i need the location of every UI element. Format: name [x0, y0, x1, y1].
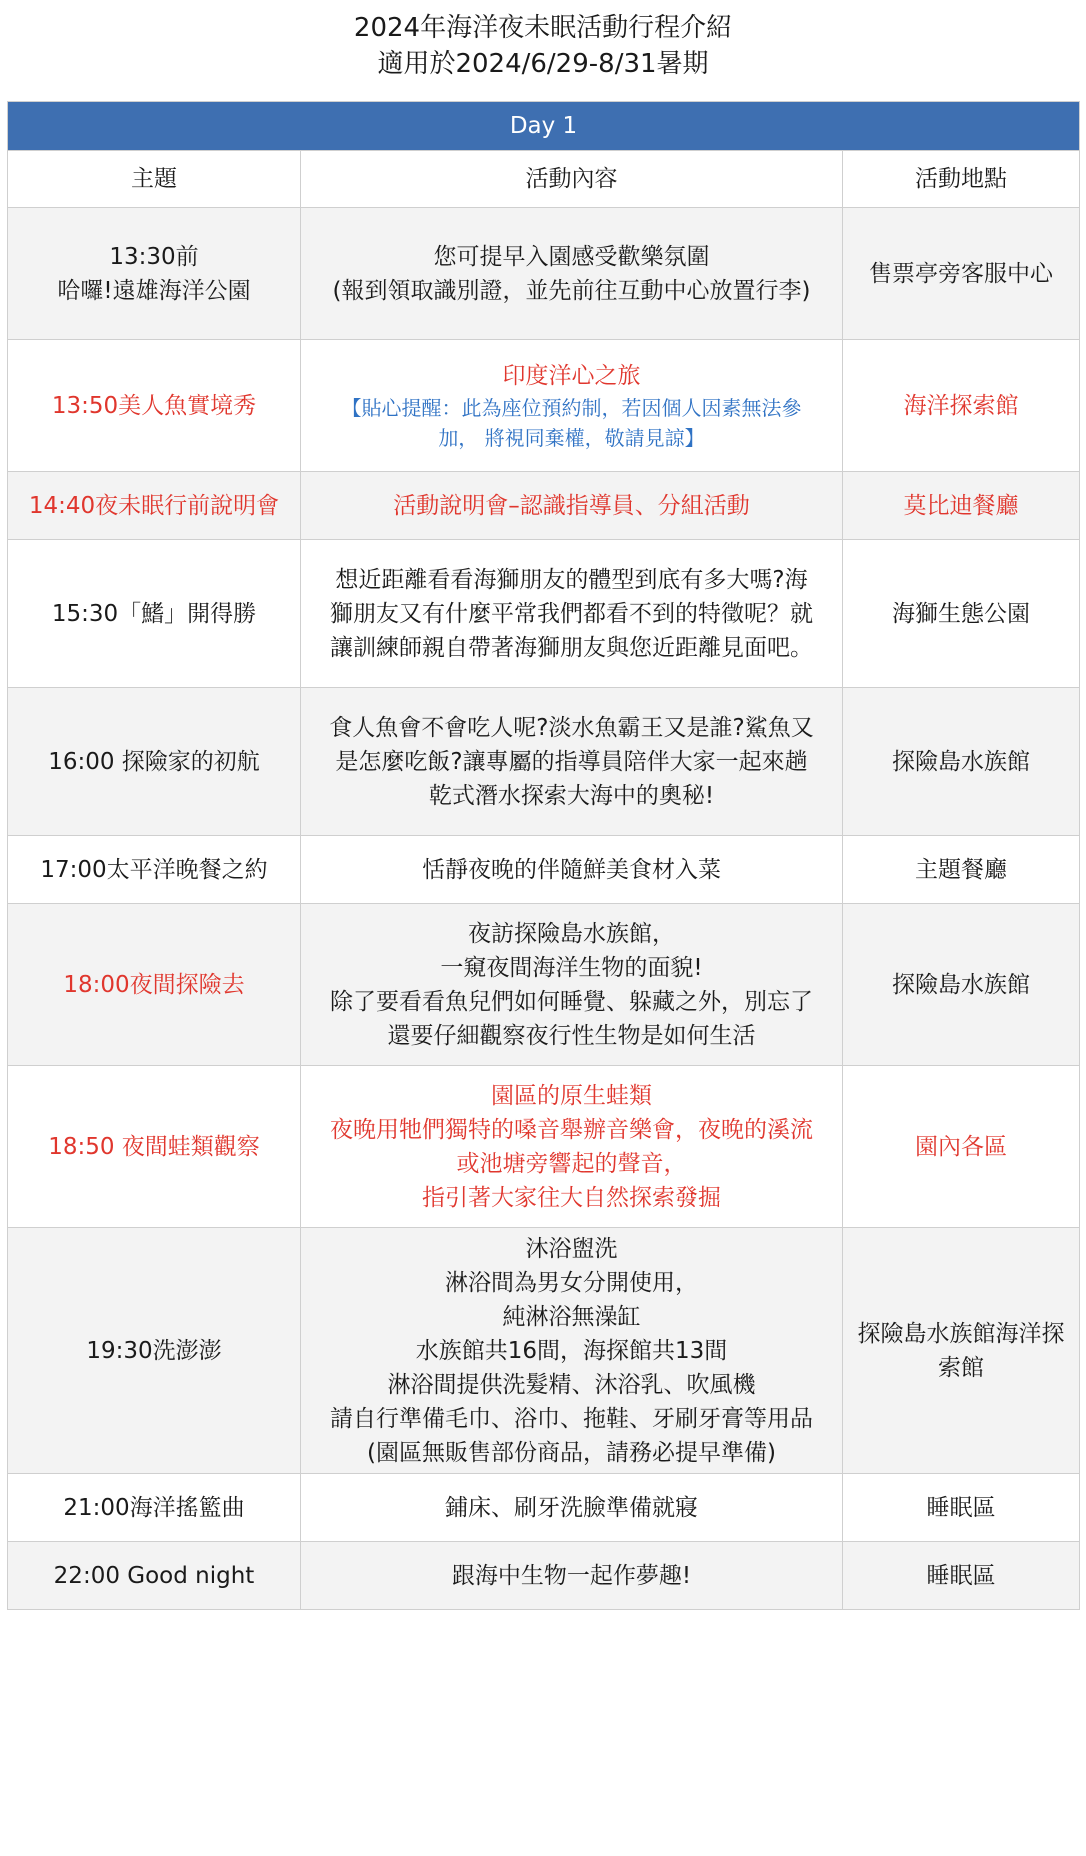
content-cell: [301, 904, 843, 1066]
table-row: [8, 472, 1080, 540]
content-line: 讓訓練師親自帶著海獅朋友與您近距離見面吧。: [330, 634, 813, 661]
content-line: 食人魚會不會吃人呢?淡水魚霸王又是誰?鯊魚又: [329, 714, 814, 741]
content-line: 是怎麼吃飯?讓專屬的指導員陪伴大家一起來趟: [335, 748, 808, 775]
content-cell: [301, 340, 843, 472]
content-line: 夜晚用牠們獨特的嗓音舉辦音樂會，夜晚的溪流: [330, 1116, 813, 1143]
theme-cell: [8, 208, 301, 340]
content-cell: [301, 472, 843, 540]
table-row: [8, 1474, 1080, 1542]
table-row: [8, 540, 1080, 688]
content-line: 夜訪探險島水族館，: [468, 920, 675, 947]
theme-line: 19:30洗澎澎: [86, 1337, 222, 1364]
theme-cell: [8, 1542, 301, 1610]
theme-line: 13:30前: [109, 243, 199, 270]
table-row: [8, 1542, 1080, 1610]
theme-line: 13:50美人魚實境秀: [51, 392, 257, 419]
note-line: 加， 將視同棄權，敬請見諒】: [438, 425, 705, 450]
location-cell: 海獅生態公園: [843, 540, 1080, 688]
location-cell: 售票亭旁客服中心: [843, 208, 1080, 340]
location-cell: 探險島水族館海洋探索館: [843, 1228, 1080, 1474]
theme-line: 21:00海洋搖籃曲: [63, 1494, 245, 1521]
content-line: 獅朋友又有什麼平常我們都看不到的特徵呢？就: [330, 600, 813, 627]
day-label: Day 1: [8, 102, 1080, 151]
content-cell: [301, 836, 843, 904]
content-line: 您可提早入園感受歡樂氛圍: [433, 243, 710, 270]
header-content: 活動內容: [301, 151, 843, 208]
table-row: [8, 688, 1080, 836]
header-theme: 主題: [8, 151, 301, 208]
content-line: 除了要看看魚兒們如何睡覺、躲藏之外，別忘了: [330, 988, 813, 1015]
content-line: (報到領取識別證，並先前往互動中心放置行李): [332, 277, 811, 304]
content-line: 指引著大家往大自然探索發掘: [422, 1184, 721, 1211]
content-line: 園區的原生蛙類: [491, 1082, 652, 1109]
content-line: (園區無販售部份商品，請務必提早準備): [367, 1439, 776, 1466]
content-cell: [301, 1228, 843, 1474]
content-line: 或池塘旁響起的聲音，: [456, 1150, 687, 1177]
day-header-row: [8, 102, 1080, 151]
column-header-row: [8, 151, 1080, 208]
content-cell: [301, 208, 843, 340]
content-cell: [301, 1474, 843, 1542]
theme-cell: [8, 904, 301, 1066]
theme-cell: [8, 540, 301, 688]
table-row: [8, 904, 1080, 1066]
theme-cell: [8, 472, 301, 540]
content-line: 沐浴盥洗: [525, 1235, 618, 1262]
content-line: 恬靜夜晚的伴隨鮮美食材入菜: [422, 856, 721, 883]
content-line: 淋浴間為男女分開使用，: [445, 1269, 698, 1296]
content-line: 活動說明會–認識指導員、分組活動: [393, 492, 750, 519]
location-cell: 睡眠區: [843, 1542, 1080, 1610]
page-subtitle: 適用於2024/6/29-8/31暑期: [377, 49, 709, 79]
location-cell: 探險島水族館: [843, 688, 1080, 836]
header-location: 活動地點: [843, 151, 1080, 208]
theme-cell: [8, 836, 301, 904]
content-line: 鋪床、刷牙洗臉準備就寢: [445, 1494, 698, 1521]
location-cell: 睡眠區: [843, 1474, 1080, 1542]
theme-line: 15:30「鰭」開得勝: [51, 600, 257, 627]
content-line: 乾式潛水探索大海中的奧秘!: [428, 782, 715, 809]
theme-line: 14:40夜未眠行前說明會: [28, 492, 280, 519]
table-row: [8, 208, 1080, 340]
content-cell: [301, 1066, 843, 1228]
location-cell: 探險島水族館: [843, 904, 1080, 1066]
content-cell: [301, 688, 843, 836]
content-cell: [301, 1542, 843, 1610]
location-cell: 主題餐廳: [843, 836, 1080, 904]
theme-line: 16:00 探險家的初航: [48, 748, 260, 775]
content-line: 淋浴間提供洗髮精、沐浴乳、吹風機: [387, 1371, 756, 1398]
table-row: [8, 340, 1080, 472]
content-line: 還要仔細觀察夜行性生物是如何生活: [387, 1022, 756, 1049]
content-line: 水族館共16間，海探館共13間: [415, 1337, 728, 1364]
theme-cell: [8, 1066, 301, 1228]
location-cell: 園內各區: [843, 1066, 1080, 1228]
location-cell: 莫比迪餐廳: [843, 472, 1080, 540]
theme-line: 22:00 Good night: [53, 1562, 255, 1589]
theme-cell: [8, 688, 301, 836]
theme-line: 18:50 夜間蛙類觀察: [48, 1133, 260, 1160]
theme-line: 哈囉!遠雄海洋公園: [57, 277, 251, 304]
table-row: [8, 1066, 1080, 1228]
content-line: 一窺夜間海洋生物的面貌!: [440, 954, 703, 981]
page-title: 2024年海洋夜未眠活動行程介紹: [353, 13, 733, 43]
theme-cell: [8, 340, 301, 472]
schedule-table: [7, 101, 1080, 1610]
content-line: 印度洋心之旅: [502, 362, 641, 389]
theme-cell: [8, 1474, 301, 1542]
content-line: 想近距離看看海獅朋友的體型到底有多大嗎?海: [335, 566, 808, 593]
theme-line: 18:00夜間探險去: [63, 971, 245, 998]
title-block: [0, 0, 1086, 82]
content-line: 跟海中生物一起作夢趣!: [451, 1562, 692, 1589]
content-cell: [301, 540, 843, 688]
location-cell: 海洋探索館: [843, 340, 1080, 472]
content-line: 純淋浴無澡缸: [502, 1303, 641, 1330]
table-row: [8, 836, 1080, 904]
theme-cell: [8, 1228, 301, 1474]
table-row: [8, 1228, 1080, 1474]
content-line: 請自行準備毛巾、浴巾、拖鞋、牙刷牙膏等用品: [330, 1405, 813, 1432]
note-line: 【貼心提醒：此為座位預約制，若因個人因素無法參: [341, 395, 802, 420]
theme-line: 17:00太平洋晚餐之約: [40, 856, 268, 883]
